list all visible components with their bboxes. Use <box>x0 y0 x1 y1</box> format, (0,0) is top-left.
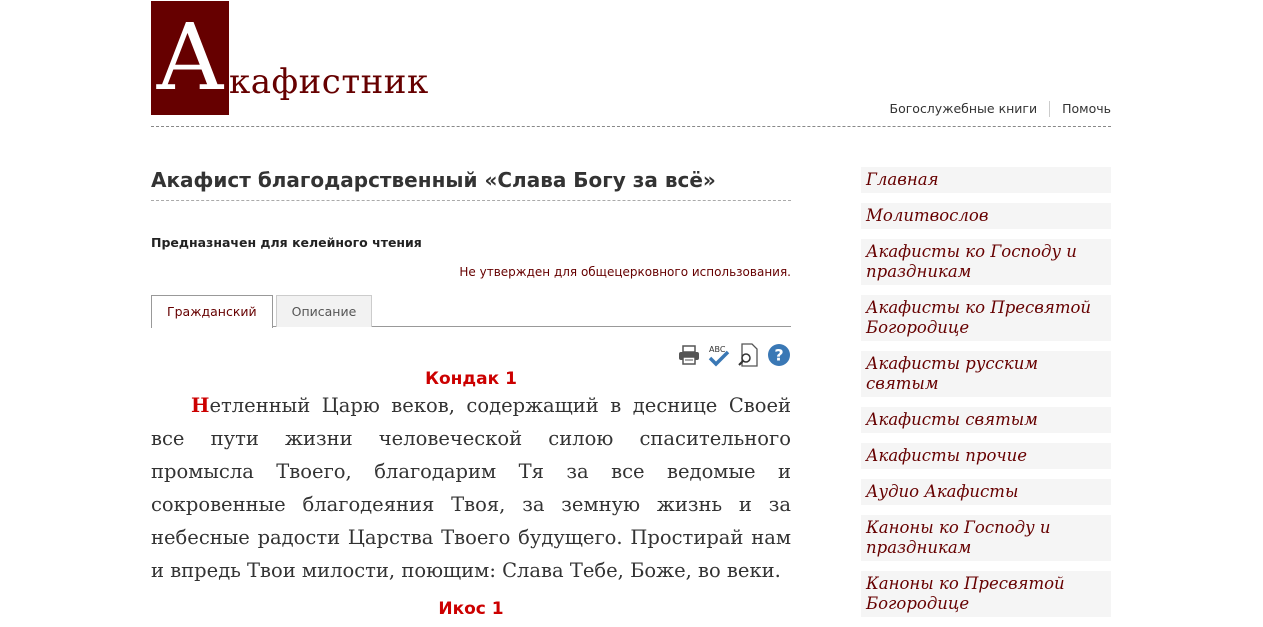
spellcheck-label: ABC <box>709 345 726 354</box>
section-heading-kondak-1: Кондак 1 <box>425 369 517 389</box>
find-in-page-icon[interactable] <box>737 343 761 367</box>
sidebar-item-akathists-russian-saints[interactable]: Акафисты русским святым <box>861 351 1111 397</box>
purpose-text: Предназначен для келейного чтения <box>151 235 422 250</box>
logo-initial: А <box>151 1 229 115</box>
top-link-help[interactable]: Помочь <box>1062 101 1111 116</box>
sidebar-item-akathists-saints[interactable]: Акафисты святым <box>861 407 1111 433</box>
toolbar <box>151 343 791 367</box>
section-heading-ikos-1: Икос 1 <box>438 599 504 619</box>
help-icon[interactable] <box>767 343 791 367</box>
sidebar-nav <box>861 167 1111 627</box>
help-label: ? <box>774 345 784 365</box>
tab-description[interactable]: Описание <box>276 295 373 327</box>
drop-cap: Н <box>191 394 210 417</box>
logo-word: кафистник <box>229 62 429 102</box>
top-link-liturgical-books[interactable]: Богослужебные книги <box>889 101 1038 116</box>
prayer-text <box>151 389 791 587</box>
top-nav <box>890 101 1112 117</box>
approval-note: Не утвержден для общецерковного использования. <box>459 265 791 279</box>
sidebar-item-canons-lord[interactable]: Каноны ко Господу и праздникам <box>861 515 1111 561</box>
sidebar-item-home[interactable]: Главная <box>861 167 1111 193</box>
page-title: Акафист благодарственный «Слава Богу за всё» <box>151 160 791 201</box>
spellcheck-icon[interactable] <box>707 343 731 367</box>
site-logo[interactable] <box>151 1 429 115</box>
header-divider <box>151 126 1111 127</box>
sidebar-item-akathists-theotokos[interactable]: Акафисты ко Пресвятой Богородице <box>861 295 1111 341</box>
top-nav-divider <box>1049 101 1050 117</box>
sidebar-item-prayer-book[interactable]: Молитвослов <box>861 203 1111 229</box>
main-content <box>151 160 791 619</box>
page <box>151 0 1111 621</box>
sidebar-item-audio-akathists[interactable]: Аудио Акафисты <box>861 479 1111 505</box>
sidebar-item-akathists-lord[interactable]: Акафисты ко Господу и праздникам <box>861 239 1111 285</box>
tab-civil[interactable]: Гражданский <box>151 295 273 328</box>
print-icon[interactable] <box>677 343 701 367</box>
tab-bar <box>151 295 791 327</box>
sidebar-item-akathists-other[interactable]: Акафисты прочие <box>861 443 1111 469</box>
prayer-body: етленный Царю веков, содержащий в деснице Своей все пути жизни человеческой силою спасительного промысла Твоего, благодарим Тя за все ведомые и сокровенные благодеяния Твоя, за земную жизнь и за небесные радости Царства Твоего будущего. Простирай нам и впредь Твои милости, поющим: Слава Тебе, Боже, во веки. <box>151 394 791 582</box>
sidebar-item-canons-theotokos[interactable]: Каноны ко Пресвятой Богородице <box>861 571 1111 617</box>
